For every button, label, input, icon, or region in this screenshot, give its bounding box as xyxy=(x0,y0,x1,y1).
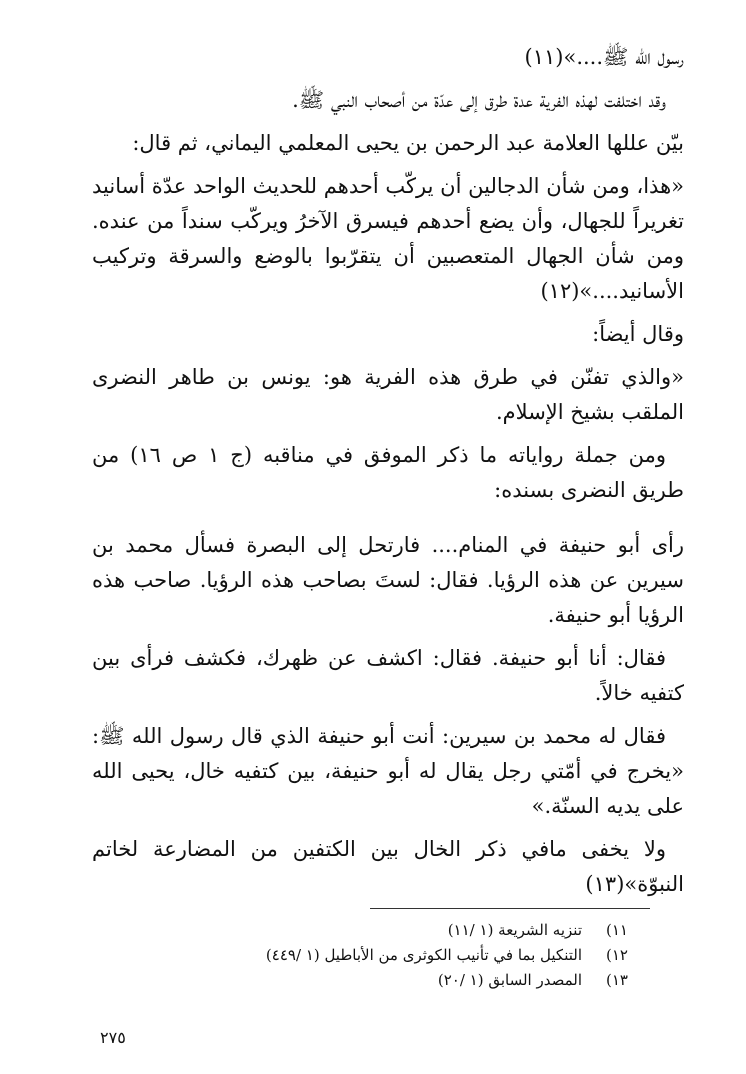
paragraph-ibn-sirin-hadith: فقال له محمد بن سيرين: أنت أبو حنيفة الذي قال رسول الله ﷺ: «يخرج في أمّتي رجل يقال له أبو حنيفة، بين كتفيه خال، يحيى الله على يديه السنّة.» xyxy=(92,724,684,818)
footnote-text: التنكيل بما في تأنيب الكوثرى من الأباطيل (١ /٤٤٩) xyxy=(265,946,582,964)
footnote-number: ١١) xyxy=(606,921,628,939)
paragraph-dajjalin-quote: «هذا، ومن شأن الدجالين أن يركّب أحدهم للحديث الواحد عدّة أسانيد تغريراً للجهال، وأن يضع أحدهم فيسرق الآخرُ ويركّب سنداً من عنده. ومن شأن الجهال المتعصبين أن يتقرّبوا بالوضع والسرقة وتركيب الأسانيد....»(١٢) xyxy=(92,174,684,303)
footnote-text: المصدر السابق (١ /٢٠) xyxy=(437,971,582,989)
footnote-13 xyxy=(208,968,628,993)
paragraph-muwaffaq-narration: ومن جملة رواياته ما ذكر الموفق في مناقبه (ج ١ ص ١٦) من طريق النضرى بسنده: xyxy=(92,443,684,502)
paragraph-yunus-nadri: «والذي تفنّن في طرق هذه الفرية هو: يونس بن طاهر النضرى الملقب بشيخ الإسلام. xyxy=(92,365,684,424)
footnote-11 xyxy=(208,918,628,943)
footnotes xyxy=(208,918,628,993)
paragraph-dream: رأى أبو حنيفة في المنام.... فارتحل إلى البصرة فسأل محمد بن سيرين عن هذه الرؤيا. فقال: لستَ بصاحب هذه الرؤيا. صاحب هذه الرؤيا أبو حنيفة. xyxy=(92,533,684,627)
paragraph-seal-comparison: ولا يخفى مافي ذكر الخال بين الكتفين من المضارعة لخاتم النبوّة»(١٣) xyxy=(92,837,684,896)
paragraph-reveal-back: فقال: أنا أبو حنيفة. فقال: اكشف عن ظهرك، فكشف فرأى بين كتفيه خالاً. xyxy=(92,646,684,705)
paragraph-muallimi-intro: بيّن عللها العلامة عبد الرحمن بن يحيى المعلمي اليماني، ثم قال: xyxy=(132,131,684,155)
footnote-number: ١٢) xyxy=(606,946,628,964)
main-text-bottom xyxy=(92,528,684,910)
paragraph-also-said: وقال أيضاً: xyxy=(592,322,684,346)
page-number: ٢٧٥ xyxy=(100,1028,126,1047)
main-text-top xyxy=(92,40,684,516)
paragraph-chains-differ: وقد اختلفت لهذه الفرية عدة طرق إلى عدّة من أصحاب النبي ﷺ. xyxy=(292,88,666,112)
paragraph-prophet-quote-end: رسول الله ﷺ....»(١١) xyxy=(524,45,684,69)
footnote-text: تنزيه الشريعة (١ /١١) xyxy=(447,921,582,939)
footnote-12 xyxy=(208,943,628,968)
footnote-divider xyxy=(370,908,650,909)
footnote-number: ١٣) xyxy=(606,971,628,989)
